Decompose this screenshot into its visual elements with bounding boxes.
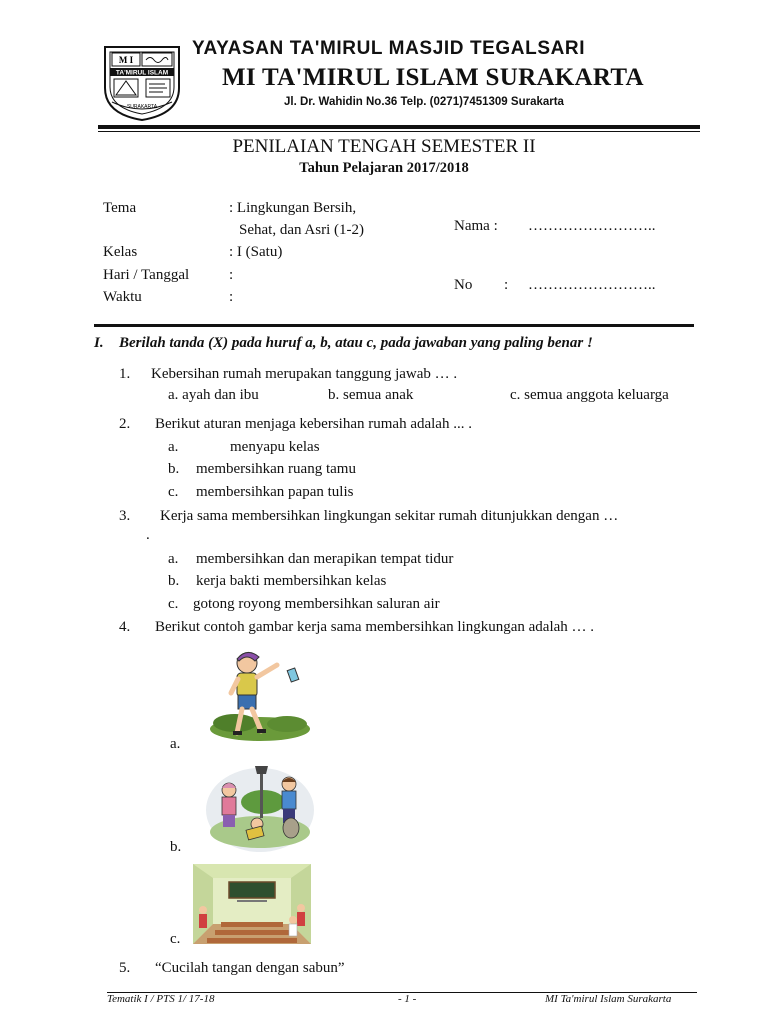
question-3-option-a-letter[interactable]: a. [168, 551, 179, 567]
footer-right: MI Ta'mirul Islam Surakarta [545, 993, 672, 1005]
waktu-label: Waktu [103, 289, 142, 305]
question-2-option-b[interactable]: membersihkan ruang tamu [196, 461, 356, 477]
question-5-text: “Cucilah tangan dengan sabun” [155, 960, 345, 976]
tema-label: Tema [103, 200, 137, 216]
school-name: MI TA'MIRUL ISLAM SURAKARTA [222, 64, 644, 91]
question-3-option-b-letter[interactable]: b. [168, 573, 180, 589]
exam-year: Tahun Pelajaran 2017/2018 [299, 160, 469, 176]
hari-label: Hari / Tanggal [103, 267, 190, 283]
question-5-number: 5. [119, 960, 131, 976]
question-4-option-b-letter[interactable]: b. [170, 839, 182, 855]
kelas-label: Kelas [103, 244, 138, 260]
question-4-option-c-letter[interactable]: c. [170, 931, 181, 947]
question-1-option-b[interactable]: b. semua anak [328, 387, 414, 403]
kelas-value: : I (Satu) [229, 244, 283, 260]
no-field[interactable]: …………………….. [528, 277, 656, 293]
section-number: I. [94, 335, 104, 351]
header-divider-thin [98, 131, 700, 132]
section-divider [94, 324, 694, 327]
nama-field[interactable]: …………………….. [528, 218, 656, 234]
question-2-option-b-letter[interactable]: b. [168, 461, 180, 477]
tema-value: : Lingkungan Bersih, [229, 200, 357, 216]
tema-value-cont: Sehat, dan Asri (1-2) [239, 222, 364, 238]
question-4-number: 4. [119, 619, 131, 635]
logo-band-text: TA'MIRUL ISLAM [115, 69, 169, 77]
waktu-value: : [229, 289, 234, 305]
boy-littering-illustration[interactable] [205, 647, 315, 747]
question-2-text: Berikut aturan menjaga kebersihan rumah adalah ... . [155, 416, 472, 432]
children-cleaning-park-illustration[interactable] [205, 758, 315, 854]
footer-left: Tematik I / PTS 1/ 17-18 [107, 993, 215, 1005]
hari-value: : [229, 267, 234, 283]
question-1-option-a[interactable]: a. ayah dan ibu [168, 387, 259, 403]
question-3-option-a[interactable]: membersihkan dan merapikan tempat tidur [196, 551, 454, 567]
logo-base-text: SURAKARTA [126, 104, 158, 110]
question-2-option-a[interactable]: menyapu kelas [230, 439, 320, 455]
question-3-option-c-letter[interactable]: c. [168, 596, 179, 612]
question-3-option-b[interactable]: kerja bakti membersihkan kelas [196, 573, 387, 589]
nama-label: Nama : [454, 218, 498, 234]
section-instruction: Berilah tanda (X) pada huruf a, b, atau c, pada jawaban yang paling benar ! [119, 335, 593, 351]
no-separator: : [504, 277, 509, 293]
exam-title: PENILAIAN TENGAH SEMESTER II [232, 136, 536, 157]
question-2-option-c-letter[interactable]: c. [168, 484, 179, 500]
question-3-text-cont: . [146, 527, 150, 543]
question-2-number: 2. [119, 416, 131, 432]
question-3-text: Kerja sama membersihkan lingkungan sekitar rumah ditunjukkan dengan … [160, 508, 619, 524]
header-divider-thick [98, 125, 700, 129]
school-address: Jl. Dr. Wahidin No.36 Telp. (0271)7451309 Surakarta [284, 96, 564, 108]
question-1-option-c[interactable]: c. semua anggota keluarga [510, 387, 669, 403]
question-1-text: Kebersihan rumah merupakan tanggung jawab … . [151, 366, 458, 382]
page-number: - 1 - [398, 993, 417, 1005]
question-4-option-a-letter[interactable]: a. [170, 736, 181, 752]
question-1-number: 1. [119, 366, 131, 382]
classroom-cleaning-illustration[interactable] [193, 864, 311, 944]
question-4-text: Berikut contoh gambar kerja sama membersihkan lingkungan adalah … . [155, 619, 595, 635]
school-logo [102, 44, 182, 122]
question-3-option-c[interactable]: gotong royong membersihkan saluran air [193, 596, 440, 612]
no-label: No [454, 277, 473, 293]
foundation-name: YAYASAN TA'MIRUL MASJID TEGALSARI [192, 38, 586, 59]
logo-top-text: M I [118, 55, 134, 65]
question-2-option-c[interactable]: membersihkan papan tulis [196, 484, 354, 500]
question-3-number: 3. [119, 508, 131, 524]
question-2-option-a-letter[interactable]: a. [168, 439, 179, 455]
